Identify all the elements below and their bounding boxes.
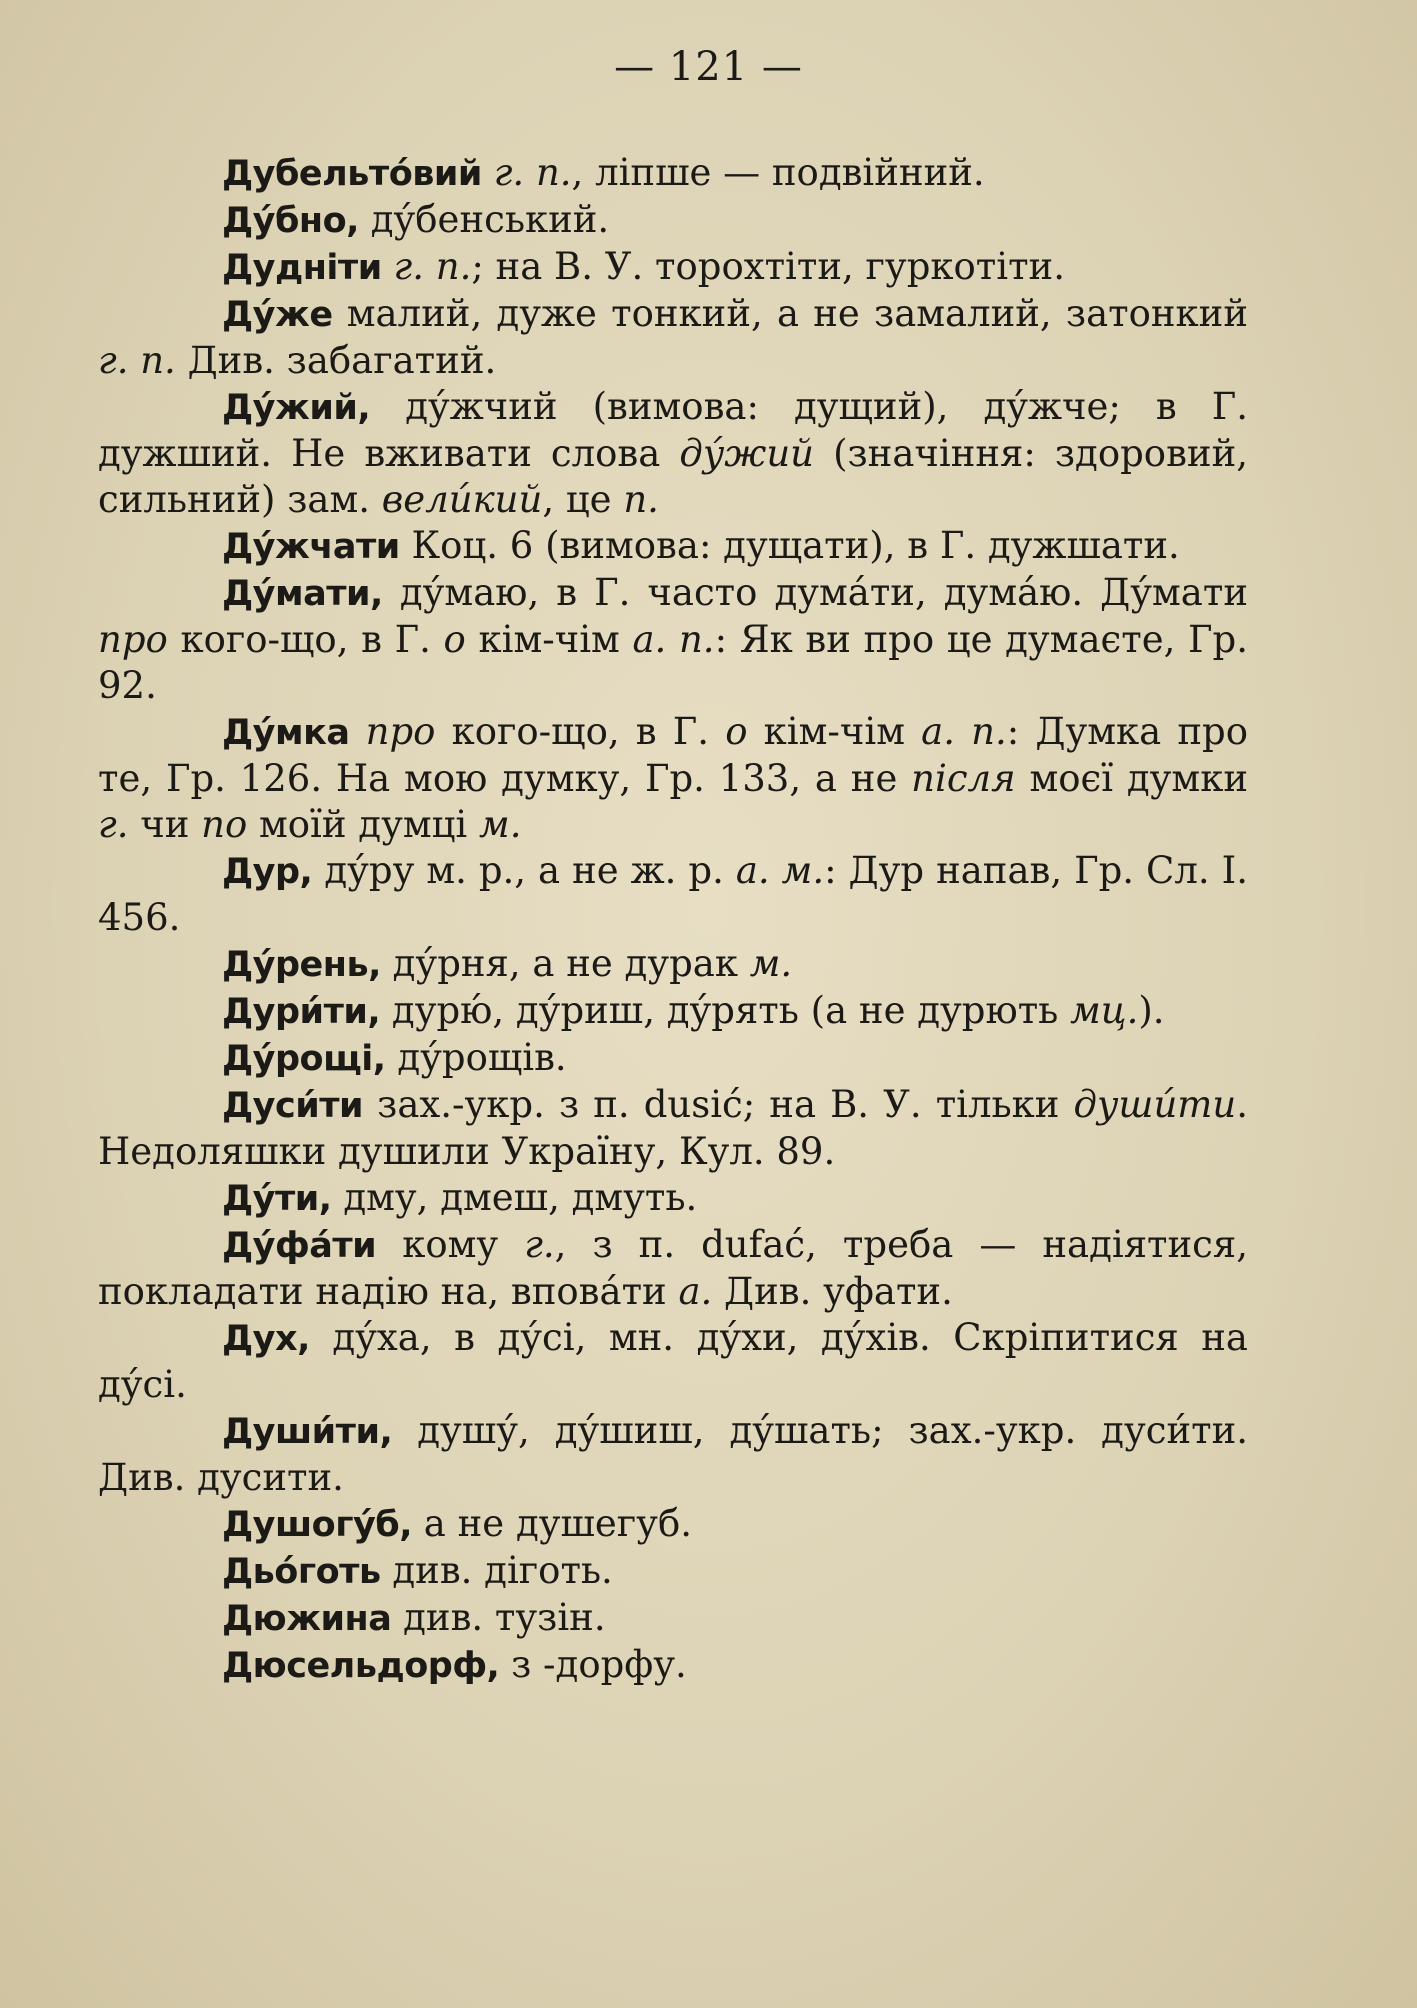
dictionary-entry xyxy=(98,941,1248,988)
entry-italic-text: души́ти xyxy=(1073,1083,1237,1126)
dictionary-entry xyxy=(98,709,1248,848)
entry-text: зах.-укр. з п. dusić; на В. У. тільки xyxy=(363,1083,1074,1126)
entry-italic-text: г. xyxy=(524,1223,555,1266)
entry-text: (значіння: здоровий, сильний) зам. xyxy=(98,432,1248,521)
entry-headword: Ду́жчати xyxy=(222,527,400,567)
dictionary-entry xyxy=(98,1501,1248,1548)
entry-headword: Дур, xyxy=(222,852,313,892)
dictionary-entry xyxy=(98,1595,1248,1642)
entry-text: кого-що, в Г. xyxy=(435,710,726,753)
entry-headword: Дюжина xyxy=(222,1599,392,1639)
dictionary-entry xyxy=(98,150,1248,197)
dictionary-entry xyxy=(98,1642,1248,1689)
entry-italic-text: ду́жий xyxy=(679,432,815,475)
entry-text: ду́жчий (вимова: дущий), ду́жче; в Г. дужший. Не вживати слова xyxy=(98,385,1248,475)
entry-headword: Дудніти xyxy=(222,248,382,288)
entry-text: чи xyxy=(128,803,202,846)
entry-italic-text: г. п. xyxy=(493,151,572,194)
entry-text: : Дур напав, Гр. Сл. I. 456. xyxy=(98,849,1248,939)
entry-text: малий, дуже тонкий, а не замалий, затонкий xyxy=(332,292,1248,335)
dictionary-entry xyxy=(98,523,1248,570)
entry-headword: Ду́мка xyxy=(222,713,350,753)
entry-headword: Дух, xyxy=(222,1319,310,1359)
dictionary-entry xyxy=(98,1175,1248,1222)
entry-headword: Ду́рощі, xyxy=(222,1039,386,1079)
entry-text: ). xyxy=(1138,989,1165,1032)
entry-text: ду́бенський. xyxy=(358,198,610,241)
entry-italic-text: а. п. xyxy=(921,710,1007,753)
entry-text: кім-чім xyxy=(747,710,922,753)
entry-text xyxy=(482,151,494,194)
entry-text: ду́рня, а не дурак xyxy=(380,942,750,985)
entry-italic-text: м. xyxy=(749,942,793,985)
entry-italic-text: а. xyxy=(678,1270,713,1313)
entry-italic-text: після xyxy=(911,757,1016,800)
entry-text: моєї думки xyxy=(1015,757,1248,800)
entry-headword: Дуси́ти xyxy=(222,1086,364,1126)
dictionary-entry xyxy=(98,1548,1248,1595)
dictionary-entry xyxy=(98,570,1248,709)
entry-headword: Дури́ти, xyxy=(222,992,381,1032)
entry-text: див. тузін. xyxy=(391,1596,606,1639)
dictionary-entry xyxy=(98,244,1248,291)
dictionary-entry xyxy=(98,988,1248,1035)
entry-text: , ліпше — подвійний. xyxy=(571,151,985,194)
entry-headword: Дюсельдорф, xyxy=(222,1646,500,1686)
entry-italic-text: вели́кий xyxy=(381,478,543,521)
entry-headword: Ду́рень, xyxy=(222,945,381,985)
dictionary-entry xyxy=(98,1035,1248,1082)
entry-headword: Ду́мати, xyxy=(222,574,383,614)
entry-headword: Ду́жий, xyxy=(222,388,371,428)
entry-headword: Ду́же xyxy=(222,295,333,335)
page-number: — 121 — xyxy=(614,44,803,90)
entry-text: з -дорфу. xyxy=(499,1643,687,1686)
entry-headword: Души́ти, xyxy=(222,1412,393,1452)
entry-italic-text: а. п. xyxy=(632,618,715,661)
entry-italic-text: про xyxy=(349,710,436,753)
entry-text: : Як ви про це думаєте, Гр. 92. xyxy=(98,618,1248,707)
entry-headword: Дьо́готь xyxy=(222,1552,381,1592)
entry-text: кого-що, в Г. xyxy=(167,618,444,661)
entry-text: ду́маю, в Г. часто дума́ти, дума́ю. Ду́мати xyxy=(382,571,1248,614)
entry-text: а не душегуб. xyxy=(412,1502,692,1545)
dictionary-text xyxy=(98,150,1248,1689)
dictionary-entry xyxy=(98,197,1248,244)
dictionary-entry xyxy=(98,1408,1248,1501)
entry-text: ду́ру м. р., а не ж. р. xyxy=(312,849,736,892)
entry-text: Коц. 6 (вимова: дущати), в Г. дужшати. xyxy=(399,524,1180,567)
entry-italic-text: мц. xyxy=(1070,989,1139,1032)
entry-text: Див. забагатий. xyxy=(175,339,497,382)
entry-italic-text: г. п. xyxy=(98,339,176,382)
entry-text: ду́рощів. xyxy=(385,1036,567,1079)
entry-text: душу́, ду́шиш, ду́шать; зах.-укр. дуси́ти. Див. дусити. xyxy=(98,1409,1248,1499)
entry-text: дму, дмеш, дмуть. xyxy=(331,1176,698,1219)
entry-text: ; на В. У. торохтіти, гуркотіти. xyxy=(471,245,1065,288)
entry-text: кому xyxy=(376,1223,525,1266)
dictionary-entry xyxy=(98,1222,1248,1315)
entry-italic-text: м. xyxy=(479,803,522,846)
entry-italic-text: про xyxy=(98,618,168,661)
entry-text: моїй думці xyxy=(247,803,480,846)
dictionary-entry xyxy=(98,848,1248,941)
entry-text: Див. уфати. xyxy=(712,1270,953,1313)
entry-text: див. діготь. xyxy=(380,1549,613,1592)
entry-text: : Думка про те, Гр. 126. На мою думку, Гр. 133, а не xyxy=(98,710,1248,800)
entry-text: , з п. dufać, треба — надіятися, покладати надію на, вповáти xyxy=(98,1223,1248,1313)
entry-italic-text: а. м. xyxy=(735,849,825,892)
entry-headword: Дубельто́вий xyxy=(222,154,482,194)
entry-text: кім-чім xyxy=(465,618,633,661)
entry-text: ду́ха, в ду́сі, мн. ду́хи, ду́хів. Скріпитися на ду́сі. xyxy=(98,1316,1248,1406)
entry-headword: Ду́ти, xyxy=(222,1179,332,1219)
entry-italic-text: п. xyxy=(623,478,659,521)
dictionary-entry xyxy=(98,1315,1248,1408)
dictionary-entry xyxy=(98,291,1248,384)
entry-text: . Недоляшки душили Україну, Кул. 89. xyxy=(98,1083,1248,1173)
dictionary-entry xyxy=(98,384,1248,523)
entry-italic-text: г. xyxy=(98,803,129,846)
entry-text: , це xyxy=(542,478,624,521)
entry-headword: Ду́бно, xyxy=(222,201,359,241)
dictionary-entry xyxy=(98,1082,1248,1175)
entry-italic-text: о xyxy=(725,710,748,753)
entry-headword: Душогу́б, xyxy=(222,1505,413,1545)
entry-text xyxy=(382,245,394,288)
entry-italic-text: по xyxy=(201,803,248,846)
entry-italic-text: г. п. xyxy=(393,245,472,288)
entry-headword: Ду́фа́ти xyxy=(222,1226,377,1266)
entry-italic-text: о xyxy=(443,618,466,661)
entry-text: дурю́, ду́риш, ду́рять (а не дурють xyxy=(380,989,1071,1032)
